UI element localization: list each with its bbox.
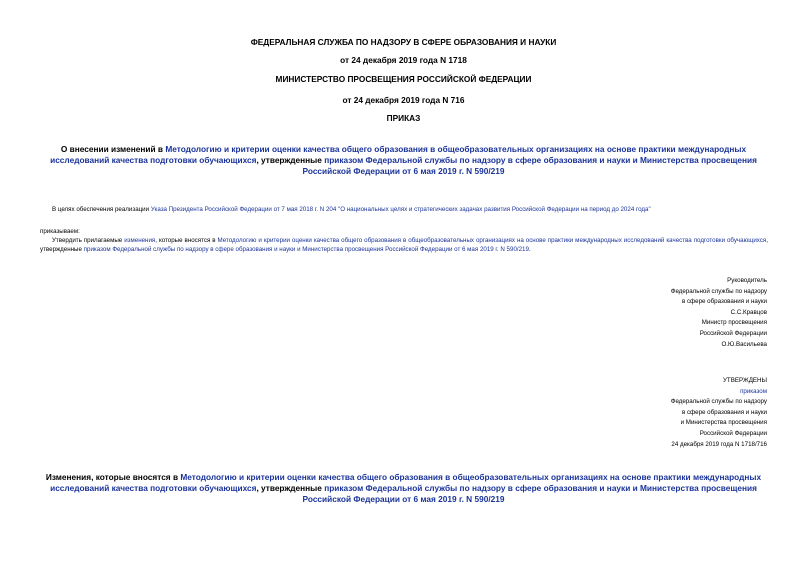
order-paragraph-mid1: , которые вносятся в — [155, 237, 218, 244]
approval-line: в сфере образования и науки — [681, 408, 767, 416]
annex-title — [40, 472, 767, 505]
agency-heading: ФЕДЕРАЛЬНАЯ СЛУЖБА ПО НАДЗОРУ В СФЕРЕ ОБРАЗОВАНИЯ И НАУКИ — [250, 37, 557, 47]
order-title-middle: , утвержденные — [256, 155, 325, 165]
signature-line: Российской Федерации — [699, 329, 767, 337]
ministry-heading: МИНИСТЕРСТВО ПРОСВЕЩЕНИЯ РОССИЙСКОЙ ФЕДЕРАЦИИ — [275, 74, 532, 84]
presidential-decree-link[interactable]: Указа Президента Российской Федерации от 7 мая 2018 г. N 204 "О национальных целях и стратегических задачах развития Российской Федерации на период до 2024 года" — [150, 206, 651, 213]
preamble-paragraph — [40, 205, 768, 214]
order-paragraph-end: . — [528, 246, 531, 253]
order-paragraph-mid2: , утвержденные — [40, 237, 768, 253]
preamble-prefix: В целях обеспечения реализации — [52, 206, 151, 213]
order-title — [40, 144, 767, 177]
annex-order-590-219-link[interactable]: приказом Федеральной службы по надзору в сфере образования и науки и Министерства просвещения Российской Федерации от 6 мая 2019 г. N 590/219 — [302, 483, 757, 504]
approval-line: 24 декабря 2019 года N 1718/716 — [671, 440, 767, 448]
methodology-link[interactable]: Методологию и критерии оценки качества общего образования в общеобразовательных организациях на основе практики международных исследований качества подготовки обучающихся — [50, 144, 747, 165]
annex-title-middle: , утвержденные — [256, 483, 325, 493]
methodology-link-2[interactable]: Методологию и критерии оценки качества общего образования в общеобразовательных организациях на основе практики международных исследований качества подготовки обучающихся — [217, 237, 767, 244]
approval-line: УТВЕРЖДЕНЫ — [723, 377, 767, 384]
annex-methodology-link[interactable]: Методологию и критерии оценки качества общего образования в общеобразовательных организациях на основе практики международных исследований качества подготовки обучающихся — [50, 472, 762, 493]
signature-line: Федеральной службы по надзору — [670, 287, 767, 295]
signature-block — [547, 276, 767, 350]
approval-order-link[interactable]: приказом — [740, 387, 767, 395]
signature-line: Руководитель — [727, 277, 767, 284]
signature-line: в сфере образования и науки — [681, 298, 767, 306]
signature-line: С.С.Кравцов — [730, 308, 767, 316]
agency-order-date: от 24 декабря 2019 года N 1718 — [340, 55, 467, 65]
approval-line: и Министерства просвещения — [680, 419, 767, 427]
order-paragraph-prefix: Утвердить прилагаемые — [52, 237, 125, 244]
approval-line: Российской Федерации — [699, 429, 767, 437]
order-paragraph — [40, 236, 768, 254]
ministry-order-date: от 24 декабря 2019 года N 716 — [342, 95, 465, 105]
order-word: приказываем: — [40, 228, 80, 235]
annex-title-prefix: Изменения, которые вносятся в — [45, 472, 181, 482]
order-590-219-link-2[interactable]: приказом Федеральной службы по надзору в сфере образования и науки и Министерства просвещения Российской Федерации от 6 мая 2019 г. N 590/219 — [83, 246, 529, 253]
approval-block — [547, 376, 767, 450]
signature-line: Министр просвещения — [701, 319, 767, 327]
changes-link[interactable]: изменения — [124, 237, 156, 244]
order-590-219-link[interactable]: приказом Федеральной службы по надзору в сфере образования и науки и Министерства просвещения Российской Федерации от 6 мая 2019 г. N 590/219 — [302, 155, 757, 176]
order-title-prefix: О внесении изменений в — [60, 144, 166, 154]
approval-line: Федеральной службы по надзору — [670, 398, 767, 406]
document-type: ПРИКАЗ — [386, 113, 421, 123]
signature-line: О.Ю.Васильева — [721, 340, 767, 348]
